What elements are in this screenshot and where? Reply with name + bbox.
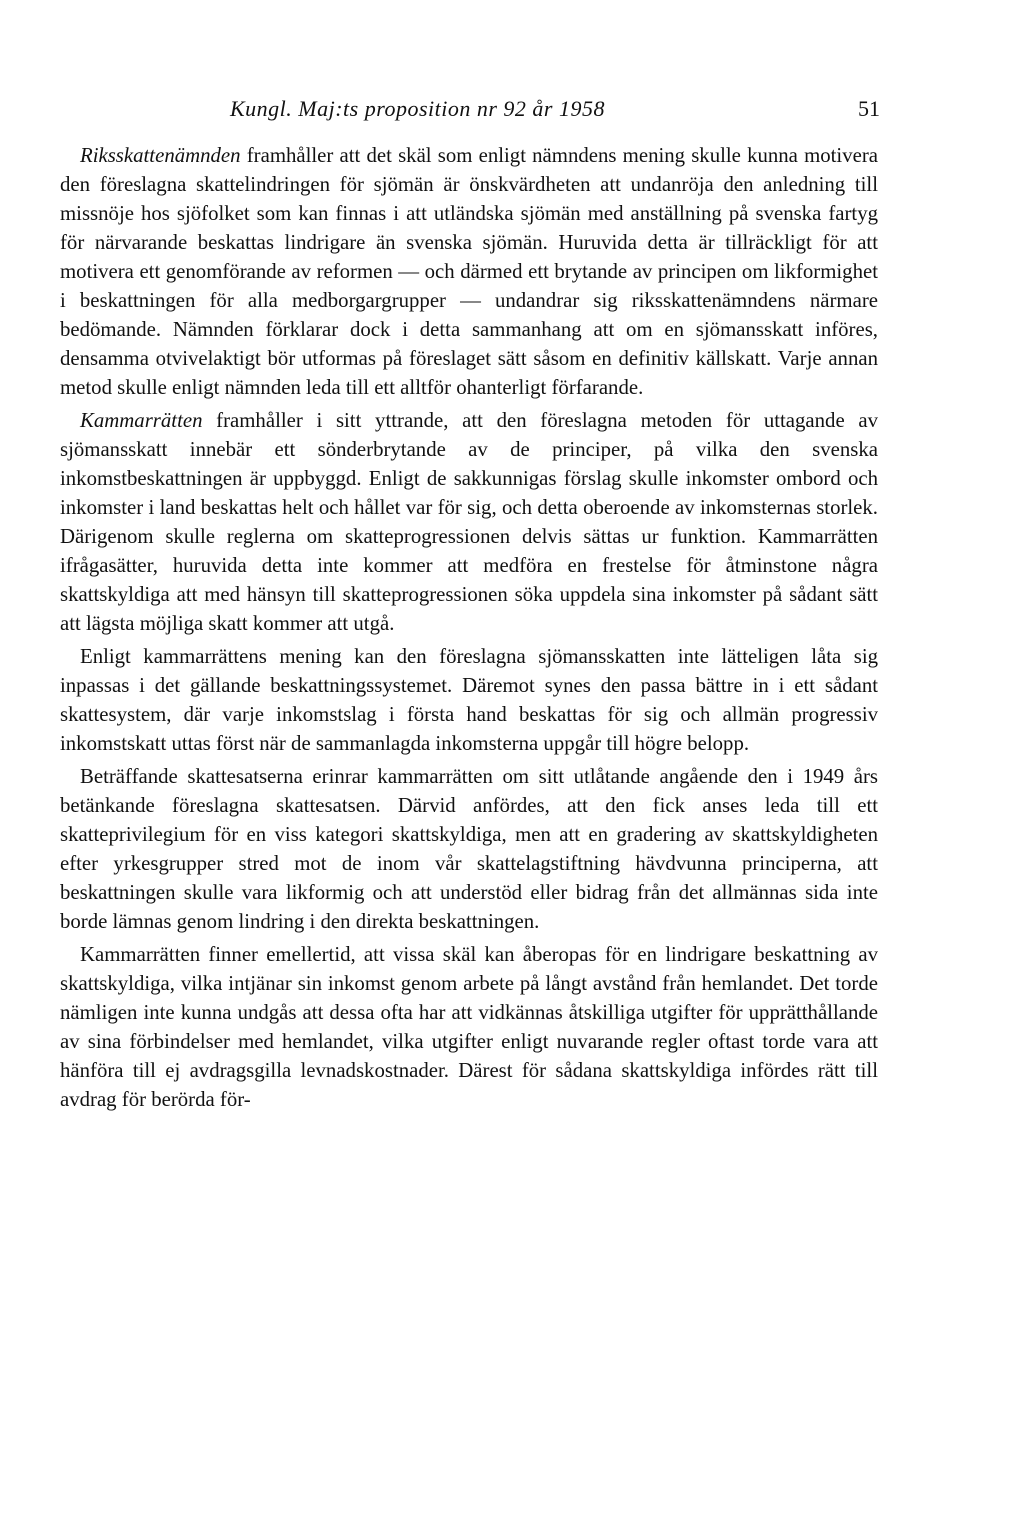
paragraph-kammarratten (60, 406, 878, 638)
paragraph-riksskattenamnden (60, 141, 878, 402)
paragraph-text: Enligt kammarrättens mening kan den föreslagna sjömansskatten inte lätteligen låta sig inpassas i det gällande beskattningssystemet. Däremot synes den passa bättre in i ett sådant skattesystem, där varje inkomstslag i första hand beskattas för sig och allmän progressiv inkomstskatt uttas först när de sammanlagda inkomsterna uppgår till högre belopp. (60, 645, 878, 755)
paragraph-skattesatserna (60, 762, 878, 936)
paragraph-kammarrattens-mening (60, 642, 878, 758)
page-number: 51 (858, 96, 880, 121)
body-text (60, 141, 878, 1114)
paragraph-lead: Riksskattenämnden (80, 144, 241, 167)
paragraph-text: Beträffande skattesatserna erinrar kammarrätten om sitt utlåtande angående den i 1949 års betänkande föreslagna skattesatsen. Därvid anfördes, att den fick anses leda till ett skatteprivilegium för en viss kategori skattskyldiga, men att en gradering av skattskyldigheten efter yrkesgrupper stred mot de inom vår skattelagstiftning hävdvunna principerna, att beskattningen skulle vara likformig och att understöd eller bidrag från det allmännas sida inte borde lämnas genom lindring i den direkta beskattningen. (60, 765, 878, 933)
paragraph-lead: Kammarrätten (80, 409, 203, 432)
page-header (60, 96, 880, 132)
paragraph-text: Kammarrätten finner emellertid, att vissa skäl kan åberopas för en lindrigare beskattning av skattskyldiga, vilka intjänar sin inkomst genom arbete på långt avstånd från hemlandet. Det torde nämligen inte kunna undgås att dessa ofta har att vidkännas åtskilliga utgifter för upprätthållande av sina förbindelser med hemlandet, vilka utgifter enligt nuvarande regler oftast torde vara att hänföra till ej avdragsgilla levnadskostnader. Därest för sådana skattskyldiga infördes rätt till avdrag för berörda för- (60, 943, 878, 1111)
paragraph-text: framhåller i sitt yttrande, att den föreslagna metoden för uttagande av sjömansskatt innebär ett sönderbrytande av de principer, på vilka den svenska inkomstbeskattningen är uppbyggd. Enligt de sakkunnigas förslag skulle inkomster ombord och inkomster i land beskattas helt och hållet var för sig, och detta oberoende av inkomsternas storlek. Därigenom skulle reglerna om skatteprogressionen delvis sättas ur funktion. Kammarrätten ifrågasätter, huruvida detta inte kommer att medföra en frestelse för åtminstone några skattskyldiga att med hänsyn till skatteprogressionen söka uppdela sina inkomster på sådant sätt att lägsta möjliga skatt kommer att utgå. (60, 409, 878, 635)
running-title: Kungl. Maj:ts proposition nr 92 år 1958 (230, 96, 605, 121)
paragraph-emellertid (60, 940, 878, 1114)
paragraph-text: framhåller att det skäl som enligt nämndens mening skulle kunna motivera den föreslagna skattelindringen för sjömän är önskvärdheten att undanröja den anledning till missnöje hos sjöfolket som kan finnas i att utländska sjömän med anställning på svenska fartyg för närvarande beskattas lindrigare än svenska sjömän. Huruvida detta är tillräckligt för att motivera ett genomförande av reformen — och därmed ett brytande av principen om likformighet i beskattningen för alla medborgargrupper — undandrar sig riksskattenämndens närmare bedömande. Nämnden förklarar dock i detta sammanhang att om en sjömansskatt införes, densamma otvivelaktigt bör utformas på föreslaget sätt såsom en definitiv källskatt. Varje annan metod skulle enligt nämnden leda till ett alltför ohanterligt förfarande. (60, 144, 878, 399)
